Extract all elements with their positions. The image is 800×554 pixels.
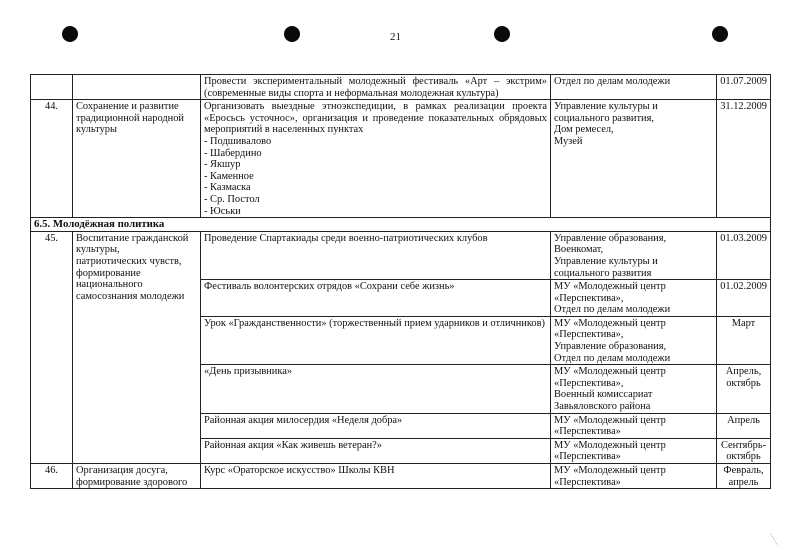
row-responsible bbox=[551, 231, 717, 279]
row-event: Организовать выездные этноэкспедиции, в рамках реализации проекта «Еросьсь усточнос», организация и проведение показательных обрядовых мероприятий в населенных пунктах bbox=[204, 101, 547, 136]
date-line: Апрель, bbox=[725, 366, 762, 378]
row-date: 01.02.2009 bbox=[717, 280, 771, 317]
responsible-line: Музей bbox=[554, 135, 583, 147]
row-date bbox=[717, 438, 771, 463]
row-event: «День призывника» bbox=[201, 365, 551, 413]
direction-line: патриотических чувств, bbox=[76, 255, 182, 267]
punch-hole-1 bbox=[62, 26, 78, 42]
row-number: 45. bbox=[31, 231, 73, 463]
responsible-line: МУ «Молодежный центр bbox=[554, 281, 666, 293]
section-title: 6.5. Молодёжная политика bbox=[31, 218, 771, 232]
row-date: Март bbox=[717, 316, 771, 364]
village-item: - Каменное bbox=[204, 170, 254, 182]
responsible-line: Управление культуры и bbox=[554, 101, 658, 113]
row-date: 01.07.2009 bbox=[717, 75, 771, 100]
date-line: Февраль, bbox=[723, 465, 764, 476]
responsible-line: «Перспектива» bbox=[554, 476, 621, 488]
responsible-line: Отдел по делам молодежи bbox=[554, 352, 671, 364]
row-responsible bbox=[551, 438, 717, 463]
date-line: октябрь bbox=[726, 377, 761, 389]
row-responsible bbox=[551, 280, 717, 317]
direction-line: формирование bbox=[76, 267, 141, 279]
row-event-cell bbox=[201, 100, 551, 218]
date-line: октябрь bbox=[726, 451, 761, 463]
responsible-line: «Перспектива», bbox=[554, 377, 624, 389]
row-number bbox=[31, 75, 73, 100]
table-row bbox=[31, 75, 771, 100]
village-item: - Юськи bbox=[204, 205, 241, 217]
row-responsible bbox=[551, 100, 717, 218]
village-item: - Ср. Постол bbox=[204, 193, 260, 205]
row-responsible bbox=[551, 464, 717, 489]
row-date: 01.03.2009 bbox=[717, 231, 771, 279]
row-date: Апрель bbox=[717, 413, 771, 438]
responsible-line: «Перспектива», bbox=[554, 329, 624, 341]
direction-line: самосознания молодежи bbox=[76, 290, 185, 302]
responsible-line: «Перспектива» bbox=[554, 451, 621, 463]
date-line: апрель bbox=[728, 476, 759, 488]
responsible-line: Завьяловского района bbox=[554, 401, 651, 413]
direction-line: культуры, bbox=[76, 244, 120, 256]
row-event: Урок «Гражданственности» (торжественный прием ударников и отличников) bbox=[201, 316, 551, 364]
row-number: 46. bbox=[31, 464, 73, 489]
row-responsible bbox=[551, 316, 717, 364]
row-event: Провести экспериментальный молодежный фестиваль «Арт – экстрим» (современные виды спорта и неформальная молодежная культура) bbox=[201, 75, 551, 100]
responsible-line: «Перспектива», bbox=[554, 292, 624, 304]
date-line: Сентябрь- bbox=[720, 439, 767, 451]
village-item: - Якшур bbox=[204, 159, 241, 171]
row-direction bbox=[73, 464, 201, 489]
row-responsible bbox=[551, 413, 717, 438]
row-event: Районная акция милосердия «Неделя добра» bbox=[201, 413, 551, 438]
scan-mark bbox=[770, 528, 787, 546]
village-item: - Казмаска bbox=[204, 182, 251, 194]
punch-hole-2 bbox=[284, 26, 300, 42]
table-row bbox=[31, 464, 771, 489]
table-row bbox=[31, 100, 771, 218]
responsible-line: МУ «Молодежный центр bbox=[554, 366, 666, 378]
punch-hole-3 bbox=[494, 26, 510, 42]
direction-line: Воспитание гражданской bbox=[76, 232, 189, 244]
row-number: 44. bbox=[31, 100, 73, 218]
row-event: Районная акция «Как живешь ветеран?» bbox=[201, 438, 551, 463]
row-date bbox=[717, 365, 771, 413]
village-item: - Подшивалово bbox=[204, 135, 272, 147]
responsible-line: Управление образования, bbox=[554, 232, 667, 244]
page-number: 21 bbox=[390, 31, 401, 43]
responsible-line: Отдел по делам молодежи bbox=[554, 304, 671, 316]
row-direction bbox=[73, 75, 201, 100]
section-heading-row bbox=[31, 218, 771, 232]
table-row bbox=[31, 231, 771, 279]
direction-line: национального bbox=[76, 279, 143, 291]
row-event: Фестиваль волонтерских отрядов «Сохрани себе жизнь» bbox=[201, 280, 551, 317]
responsible-line: МУ «Молодежный центр bbox=[554, 439, 666, 451]
responsible-line: МУ «Молодежный центр bbox=[554, 317, 666, 329]
row-event: Проведение Спартакиады среди военно-патриотических клубов bbox=[201, 231, 551, 279]
responsible-line: МУ «Молодежный центр bbox=[554, 414, 666, 426]
responsible-line: социального развития bbox=[554, 267, 652, 279]
village-item: - Шабердино bbox=[204, 147, 262, 159]
responsible-line: Дом ремесел, bbox=[554, 124, 614, 136]
row-direction: Сохранение и развитие традиционной народной культуры bbox=[73, 100, 201, 218]
responsible-line: Военный комиссариат bbox=[554, 389, 653, 401]
row-date bbox=[717, 464, 771, 489]
responsible-line: «Перспектива» bbox=[554, 426, 621, 438]
responsible-line: Управление образования, bbox=[554, 341, 667, 353]
plan-table bbox=[30, 74, 771, 489]
row-responsible: Отдел по делам молодежи bbox=[551, 75, 717, 100]
row-responsible bbox=[551, 365, 717, 413]
row-direction bbox=[73, 231, 201, 463]
punch-hole-4 bbox=[712, 26, 728, 42]
responsible-line: Управление культуры и bbox=[554, 255, 658, 267]
responsible-line: социального развития, bbox=[554, 112, 654, 124]
direction-line: Организация досуга, bbox=[76, 465, 168, 476]
responsible-line: МУ «Молодежный центр bbox=[554, 465, 666, 476]
responsible-line: Военкомат, bbox=[554, 244, 604, 256]
row-event: Курс «Ораторское искусство» Школы КВН bbox=[201, 464, 551, 489]
direction-line: формирование здорового bbox=[76, 476, 188, 488]
row-date: 31.12.2009 bbox=[717, 100, 771, 218]
